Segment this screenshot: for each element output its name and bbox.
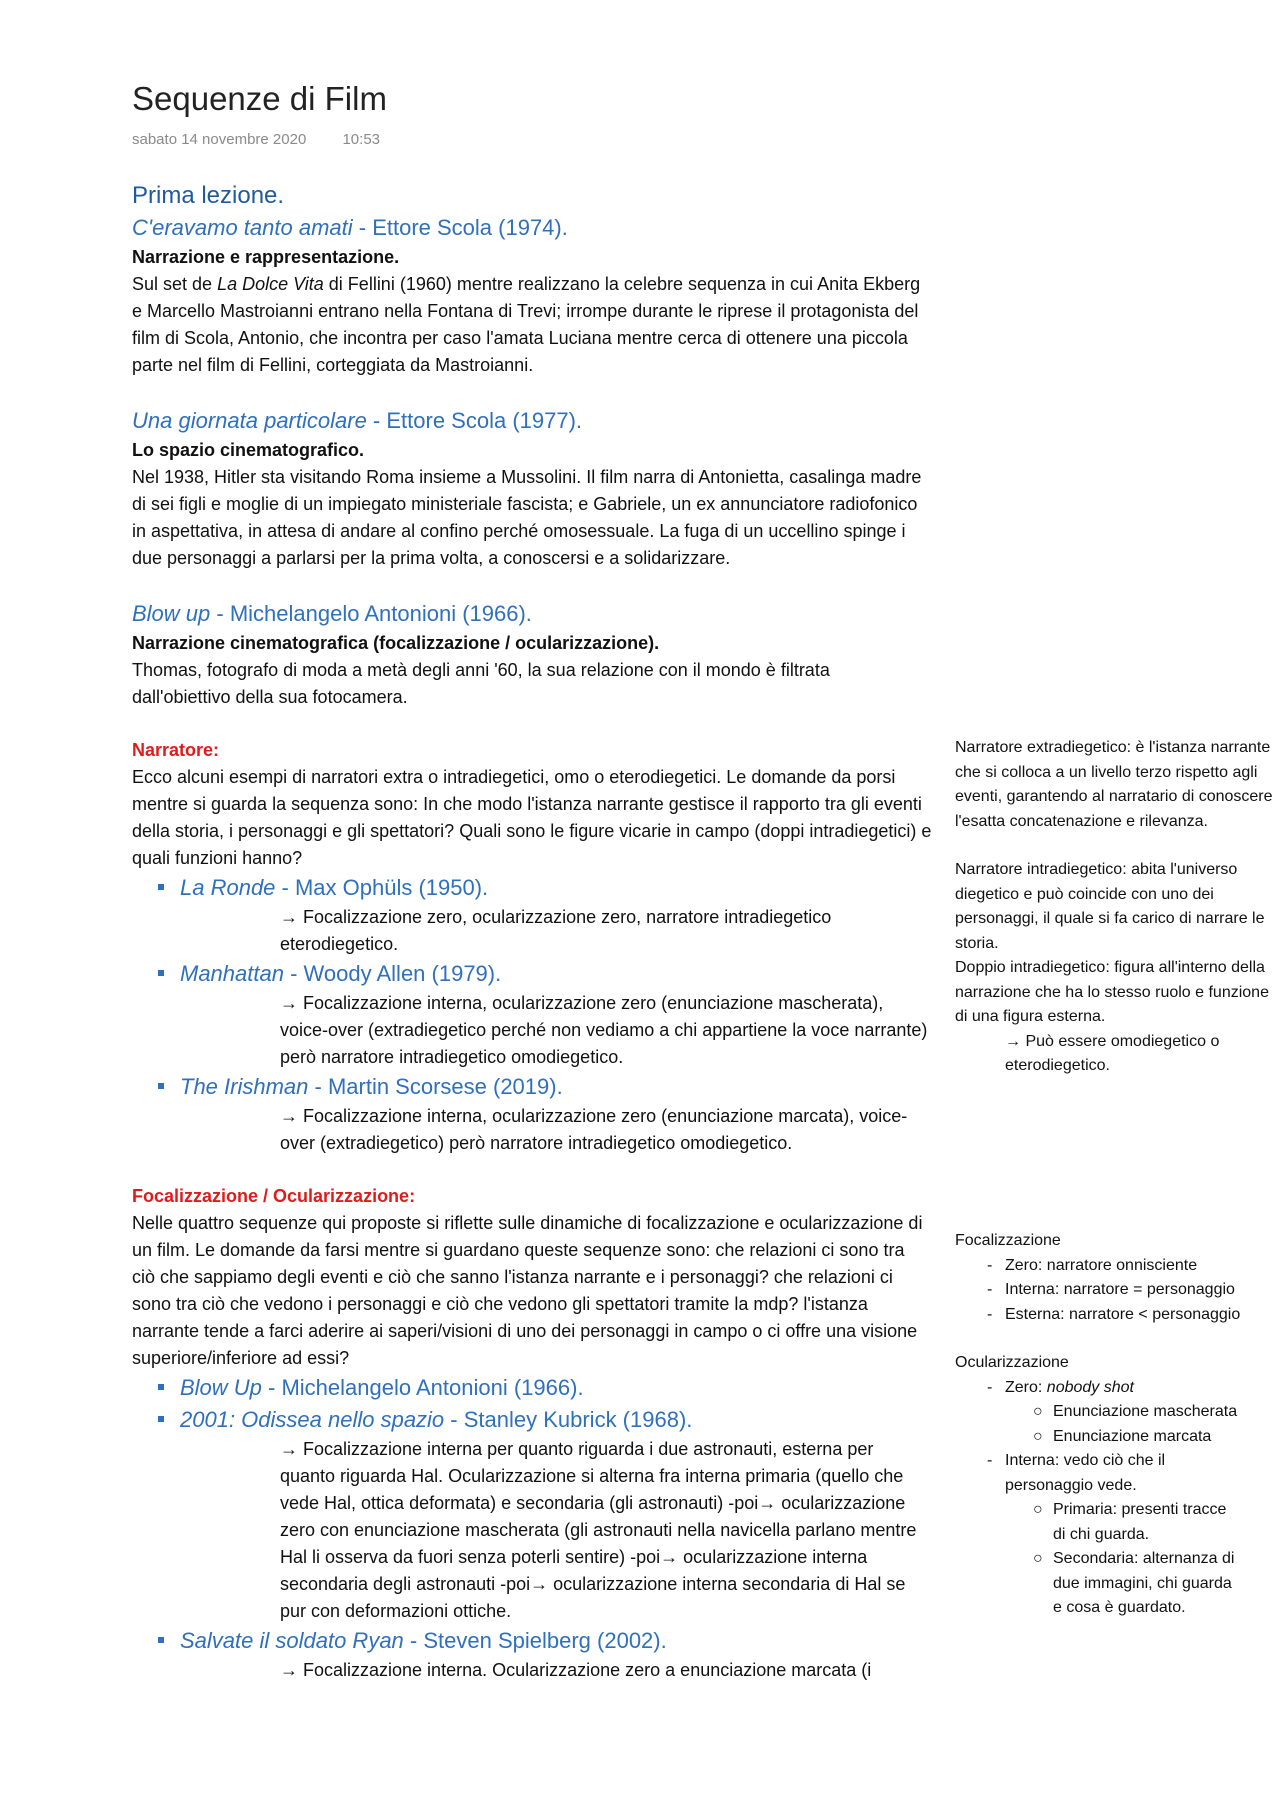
film-director: - Max Ophüls (1950). [275, 875, 489, 900]
film-title: Blow Up [180, 1375, 262, 1400]
list-item [132, 1404, 932, 1625]
film-heading [132, 405, 932, 437]
film-body: Sul set de La Dolce Vita di Fellini (1960) mentre realizzano la celebre sequenza in cui Anita Ekberg e Marcello Mastroianni entrano nella Fontana di Trevi; irrompe durante le riprese il protagonista del film di Scola, Antonio, che incontra per caso l'amata Luciana mentre cerca di ottenere una piccola parte nel film di Fellini, corteggiata da Mastroianni. [132, 274, 921, 375]
list-item: ○ Enunciazione mascherata [1033, 1403, 1238, 1420]
page-time: 10:53 [342, 131, 381, 148]
side-note-focalizzazione: Focalizzazione - Zero: narratore onnisciente - Interna: narratore = personaggio - Esterna: narratore < personaggio Ocularizzazione - Zero: nobody shot ○ Enunciazione mascherata ○ Enunciazione marcata - Interna: vedo ciò che il personaggio vede. ○ Primaria: presenti tracce di chi guarda. ○ Secondaria: alternanza di due immagini, chi guarda e cosa è guardato. [955, 1229, 1275, 1621]
film-analysis: → Focalizzazione interna, ocularizzazione zero (enunciazione mascherata), voice-over (extradiegetico perché non vediamo a chi appartiene la voce narrante) però narratore intradiegetico omodiegetico. [280, 993, 928, 1067]
note-omo-etero: → Può essere omodiegetico o eterodiegetico. [1005, 1032, 1220, 1074]
film-director: - Michelangelo Antonioni (1966). [210, 601, 532, 626]
note-narratore-intra: Narratore intradiegetico: abita l'universo diegetico e può coincide con uno dei personaggi, il quale si fa carico di narrare le storia. [955, 861, 1265, 952]
note-focalizzazione-title: Focalizzazione [955, 1232, 1061, 1249]
lesson-heading: Prima lezione. [132, 182, 285, 209]
film-title: Blow up [132, 601, 211, 626]
list-item [132, 958, 932, 1071]
list-item: - Esterna: narratore < personaggio [987, 1305, 1241, 1323]
narratore-list [132, 872, 932, 1157]
film-title: Salvate il soldato Ryan [180, 1628, 404, 1653]
list-item: ○ Secondaria: alternanza di [1033, 1550, 1235, 1567]
list-item: ○ Primaria: presenti tracce [1033, 1501, 1227, 1518]
note-narratore-extra: Narratore extradiegetico: è l'istanza narrante che si colloca a un livello terzo rispetto agli eventi, garantendo al narratario di conoscere l'esatta concatenazione e rilevanza. [955, 739, 1273, 830]
film-heading [132, 598, 932, 630]
note-doppio-intra: Doppio intradiegetico: figura all'interno della narrazione che ha lo stesso ruolo e funzione di una figura esterna. [955, 959, 1269, 1025]
bullet-icon [158, 884, 164, 890]
film-body: Nel 1938, Hitler sta visitando Roma insieme a Mussolini. Il film narra di Antonietta, casalinga madre di sei figli e moglie di un impiegato ministeriale fascista; e Gabriele, un ex annunciatore radiofonico in aspettativa, in attesa di andare al confino perché omosessuale. La fuga di un uccellino spinge i due personaggi a parlarsi per la prima volta, a conoscersi e a solidarizzare. [132, 467, 922, 568]
page-date: sabato 14 novembre 2020 [132, 131, 307, 148]
film-director: - Ettore Scola (1977). [366, 408, 583, 433]
focalizzazione-list [132, 1372, 932, 1684]
bullet-icon [158, 1416, 164, 1422]
film-analysis: → Focalizzazione interna. Ocularizzazione zero a enunciazione marcata (i [280, 1660, 872, 1680]
list-item: - Zero: narratore onnisciente [987, 1256, 1198, 1274]
main-notes [132, 180, 932, 1684]
film-body: Thomas, fotografo di moda a metà degli anni '60, la sua relazione con il mondo è filtrata dall'obiettivo della sua fotocamera. [132, 660, 830, 707]
film-title: C'eravamo tanto amati [132, 215, 353, 240]
film-director: - Woody Allen (1979). [283, 961, 502, 986]
focalizzazione-body: Nelle quattro sequenze qui proposte si riflette sulle dinamiche di focalizzazione e ocularizzazione di un film. Le domande da farsi mentre si guardano queste sequenze sono: che relazioni ci sono tra ciò che sappiamo degli eventi e ciò che sanno l'istanza narrante e i personaggi? che relazioni ci sono tra ciò che vedono i personaggi e ciò che vedono gli spettatori tramite la mdp? l'istanza narrante tende a farci aderire ai saperi/visioni di uno dei personaggi in campo o ci offre una visione superiore/inferiore ad essi? [132, 1213, 923, 1368]
film-title: Una giornata particolare [132, 408, 367, 433]
list-item [132, 872, 932, 958]
list-item: - Interna: vedo ciò che il [987, 1452, 1166, 1469]
film-director: - Michelangelo Antonioni (1966). [261, 1375, 584, 1400]
page-title: Sequenze di Film [132, 80, 387, 117]
narratore-body: Ecco alcuni esempi di narratori extra o intradiegetici, omo o eterodiegetici. Le domande da porsi mentre si guarda la sequenza sono: In che modo l'istanza narrante gestisce il rapporto tra gli eventi della storia, i personaggi e gli spettatori? Quali sono le figure vicarie in campo (doppi intradiegetici) e quali funzioni hanno? [132, 767, 932, 868]
film-director: - Stanley Kubrick (1968). [444, 1407, 693, 1432]
list-item [132, 1625, 932, 1684]
film-title: La Ronde [180, 875, 276, 900]
film-subtitle: Narrazione cinematografica (focalizzazione / ocularizzazione). [132, 633, 660, 653]
list-item [132, 1071, 932, 1157]
bullet-icon [158, 1637, 164, 1643]
film-analysis: → Focalizzazione interna per quanto riguarda i due astronauti, esterna per quanto riguarda Hal. Ocularizzazione si alterna fra interna primaria (quello che vede Hal, ottica deformata) e secondaria (gli astronauti) -poi→ ocularizzazione zero con enunciazione mascherata (gli astronauti nella navicella parlano mentre Hal li osserva da fuori senza poterli sentire) -poi→ ocularizzazione interna secondaria degli astronauti -poi→ ocularizzazione interna secondaria di Hal se pur con deformazioni ottiche. [280, 1439, 917, 1621]
film-subtitle: Lo spazio cinematografico. [132, 440, 365, 460]
film-title: The Irishman [180, 1074, 309, 1099]
list-item: ○ Enunciazione marcata [1033, 1427, 1212, 1445]
film-analysis: → Focalizzazione zero, ocularizzazione zero, narratore intradiegetico eterodiegetico. [280, 907, 832, 954]
bullet-icon [158, 1083, 164, 1089]
list-item [132, 1372, 932, 1404]
film-heading [132, 212, 932, 244]
note-ocularizzazione-title: Ocularizzazione [955, 1354, 1069, 1371]
list-item: - Zero: nobody shot [987, 1378, 1134, 1396]
list-item: - Interna: narratore = personaggio [987, 1281, 1235, 1298]
film-title: 2001: Odissea nello spazio [180, 1407, 445, 1432]
page-meta [132, 131, 412, 148]
focalizzazione-heading: Focalizzazione / Ocularizzazione: [132, 1186, 416, 1206]
bullet-icon [158, 970, 164, 976]
film-title: Manhattan [180, 961, 284, 986]
film-director: - Steven Spielberg (2002). [403, 1628, 667, 1653]
film-analysis: → Focalizzazione interna, ocularizzazione zero (enunciazione marcata), voice-over (extradiegetico) però narratore intradiegetico omodiegetico. [280, 1106, 908, 1153]
film-subtitle: Narrazione e rappresentazione. [132, 247, 400, 267]
film-director: - Ettore Scola (1974). [352, 215, 568, 240]
narratore-heading: Narratore: [132, 740, 220, 760]
film-director: - Martin Scorsese (2019). [308, 1074, 563, 1099]
side-note-narratore [955, 736, 1275, 1079]
bullet-icon [158, 1384, 164, 1390]
